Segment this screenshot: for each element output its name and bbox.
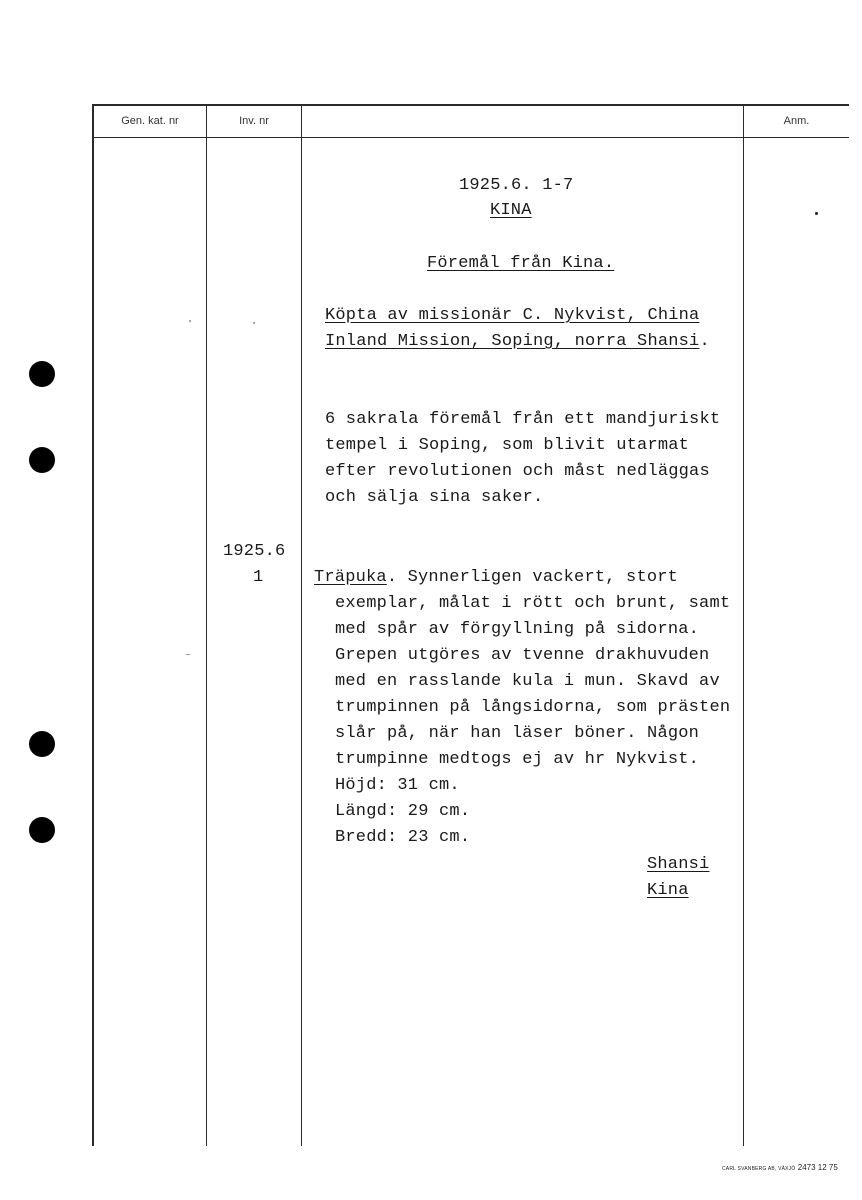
item-inv-nr: 1925.6 xyxy=(223,542,286,561)
intro-line: tempel i Soping, som blivit utarmat xyxy=(325,436,690,455)
description-line: med en rasslande kula i mun. Skavd av xyxy=(335,672,720,691)
description-line: slår på, när han läser böner. Någon xyxy=(335,724,700,743)
punch-hole xyxy=(29,817,55,843)
description-line: trumpinnen på långsidorna, som prästen xyxy=(335,698,731,717)
punch-hole xyxy=(29,447,55,473)
punch-hole xyxy=(29,731,55,757)
intro-line: och sälja sina saker. xyxy=(325,488,544,507)
column-divider-3 xyxy=(743,104,744,1146)
item-sub-nr: 1 xyxy=(253,568,264,587)
description-line: exemplar, målat i rött och brunt, samt xyxy=(335,594,731,613)
description-line: trumpinne medtogs ej av hr Nykvist. xyxy=(335,750,700,769)
column-divider-2 xyxy=(301,104,302,1146)
description-line: Grepen utgöres av tvenne drakhuvuden xyxy=(335,646,710,665)
location-country: Kina xyxy=(647,881,689,900)
dimension-height: Höjd: 31 cm. xyxy=(335,776,460,795)
dot-mark xyxy=(186,654,190,655)
intro-line: efter revolutionen och måst nedläggas xyxy=(325,462,710,481)
punch-hole xyxy=(29,361,55,387)
item-first-line-rest: . Synnerligen vackert, stort xyxy=(386,568,679,587)
printer-name: CARL SVANBERG AB, VÄXJÖ xyxy=(722,1166,796,1172)
header-inv-nr: Inv. nr xyxy=(239,115,269,127)
intro-line: 6 sakrala föremål från ett mandjuriskt xyxy=(325,410,721,429)
catalog-range: 1925.6. 1-7 xyxy=(459,176,574,195)
item-first-line xyxy=(314,565,678,591)
item-name: Träpuka xyxy=(314,568,387,587)
left-border xyxy=(92,104,94,1146)
location-region: Shansi xyxy=(647,855,710,874)
purchase-line-1: Köpta av missionär C. Nykvist, China xyxy=(325,306,700,325)
purchase-line-2-end: . xyxy=(699,332,710,351)
purchase-line-2-text: Inland Mission, Soping, norra Shansi xyxy=(325,332,700,351)
dimension-length: Längd: 29 cm. xyxy=(335,802,471,821)
column-divider-1 xyxy=(206,104,207,1146)
header-anm: Anm. xyxy=(783,115,810,127)
purchase-line-2 xyxy=(325,329,710,355)
description-line: med spår av förgyllning på sidorna. xyxy=(335,620,700,639)
form-footer xyxy=(722,1163,838,1172)
dot-mark xyxy=(815,212,818,215)
dimension-width: Bredd: 23 cm. xyxy=(335,828,471,847)
subtitle: Föremål från Kina. xyxy=(427,254,615,273)
header-gen-kat-nr: Gen. kat. nr xyxy=(121,115,179,127)
country-heading: KINA xyxy=(490,201,532,220)
dot-mark xyxy=(253,322,255,324)
dot-mark xyxy=(189,320,191,322)
form-number: 2473 12 75 xyxy=(797,1163,838,1172)
